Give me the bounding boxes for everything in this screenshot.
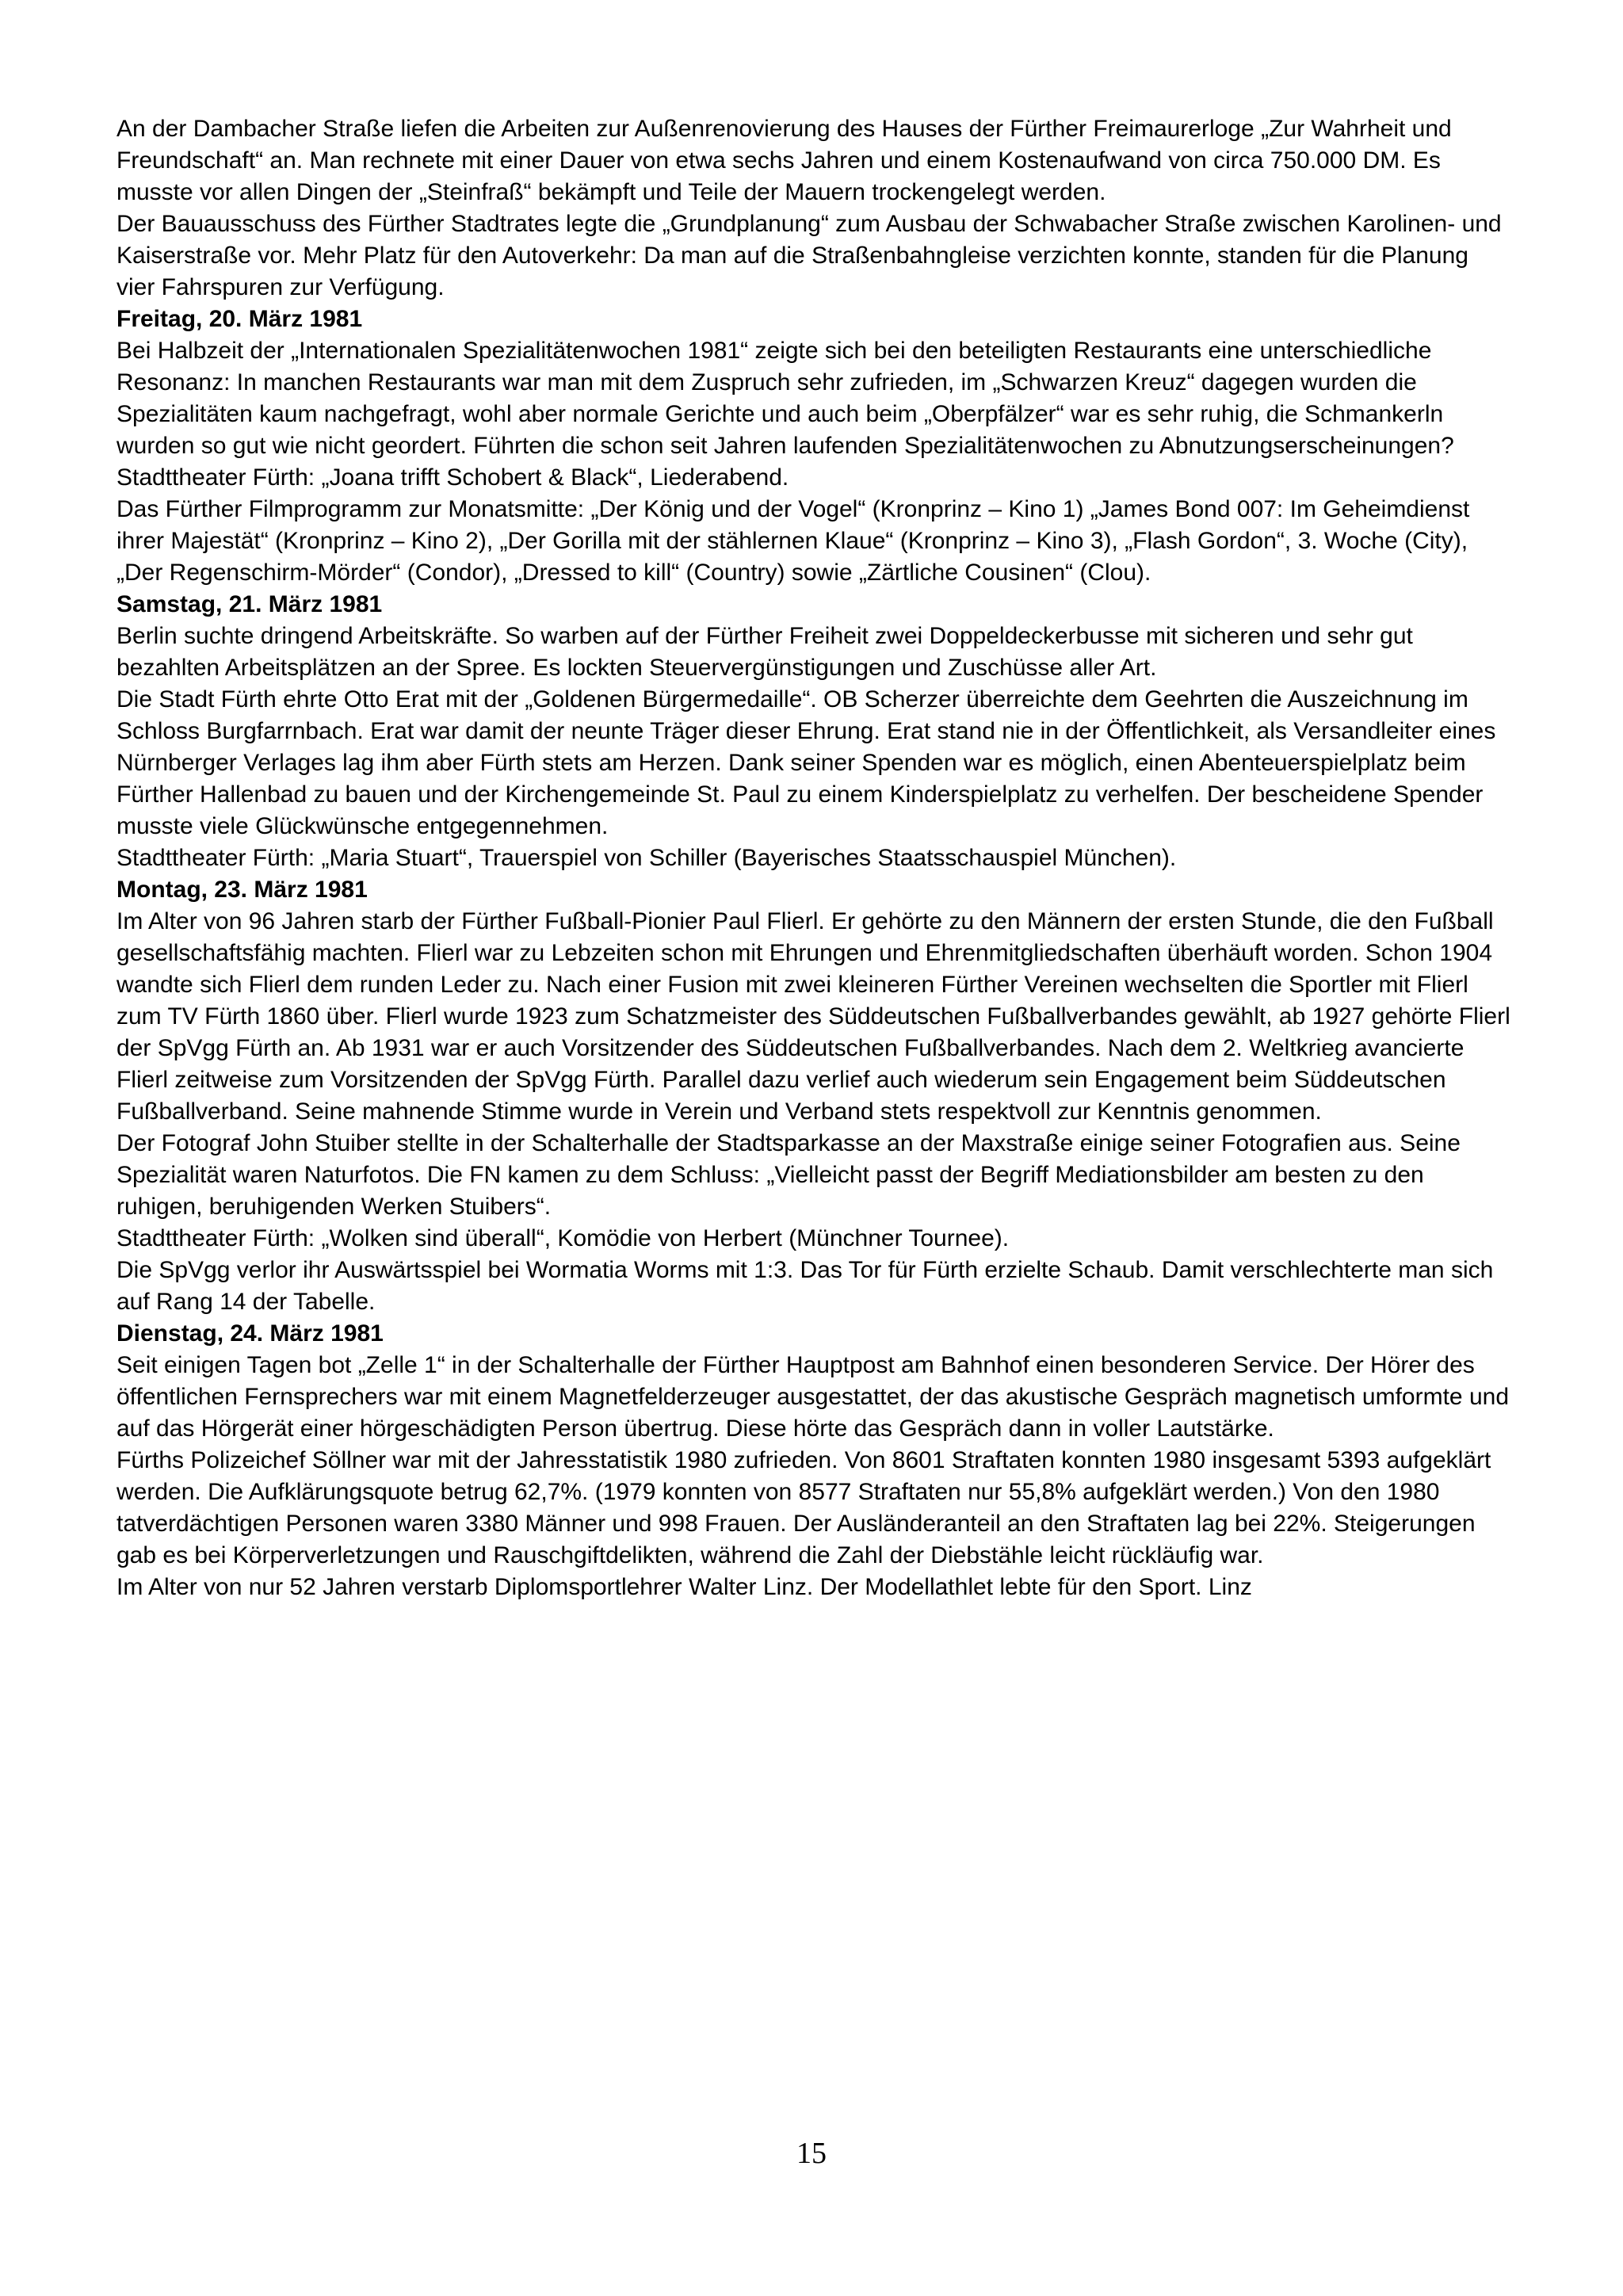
paragraph: Seit einigen Tagen bot „Zelle 1“ in der Schalterhalle der Fürther Hauptpost am Bahnhof einen besonderen Service. Der Hörer des öffentlichen Fernsprechers war mit einem Magnetfelderzeuger ausgestattet, der das akustische Gespräch magnetisch umformte und auf das Hörgerät einer hörgeschädigten Person übertrug. Diese hörte das Gespräch dann in voller Lautstärke. xyxy=(116,1352,1510,1442)
day-heading: Dienstag, 24. März 1981 xyxy=(116,1320,384,1347)
paragraph: Bei Halbzeit der „Internationalen Spezialitätenwochen 1981“ zeigte sich bei den beteiligten Restaurants eine unterschiedliche Resonanz: In manchen Restaurants war man mit dem Zuspruch sehr zufrieden, im „Schwarzen Kreuz“ dagegen wurden die Spezialitäten kaum nachgefragt, wohl aber normale Gerichte und auch beim „Oberpfälzer“ war es sehr ruhig, die Schmankerln wurden so gut wie nicht geordert. Führten die schon seit Jahren laufenden Spezialitätenwochen zu Abnutzungserscheinungen? xyxy=(116,338,1454,459)
paragraph: Das Fürther Filmprogramm zur Monatsmitte: „Der König und der Vogel“ (Kronprinz – Kino 1) „James Bond 007: Im Geheimdienst ihrer Majestät“ (Kronprinz – Kino 2), „Der Gorilla mit der stählernen Klaue“ (Kronprinz – Kino 3), „Flash Gordon“, 3. Woche (City), „Der Regenschirm-Mörder“ (Condor), „Dressed to kill“ (Country) sowie „Zärtliche Cousinen“ (Clou). xyxy=(116,496,1470,586)
day-heading: Samstag, 21. März 1981 xyxy=(116,591,383,617)
paragraph: Die SpVgg verlor ihr Auswärtsspiel bei Wormatia Worms mit 1:3. Das Tor für Fürth erzielte Schaub. Damit verschlechterte man sich auf Rang 14 der Tabelle. xyxy=(116,1257,1494,1315)
paragraph: Stadttheater Fürth: „Wolken sind überall“, Komödie von Herbert (Münchner Tournee). xyxy=(116,1225,1010,1251)
page-number: 15 xyxy=(796,2137,827,2170)
paragraph: Im Alter von 96 Jahren starb der Fürther Fußball-Pionier Paul Flierl. Er gehörte zu den Männern der ersten Stunde, die den Fußball gesellschaftsfähig machten. Flierl war zu Lebzeiten schon mit Ehrungen und Ehrenmitgliedschaften überhäuft worden. Schon 1904 wandte sich Flierl dem runden Leder zu. Nach einer Fusion mit zwei kleineren Fürther Vereinen wechselten die Sportler mit Flierl zum TV Fürth 1860 über. Flierl wurde 1923 zum Schatzmeister des Süddeutschen Fußballverbandes gewählt, ab 1927 gehörte Flierl der SpVgg Fürth an. Ab 1931 war er auch Vorsitzender des Süddeutschen Fußballverbandes. Nach dem 2. Weltkrieg avancierte Flierl zeitweise zum Vorsitzenden der SpVgg Fürth. Parallel dazu verlief auch wiederum sein Engagement beim Süddeutschen Fußballverband. Seine mahnende Stimme wurde in Verein und Verband stets respektvoll zur Kenntnis genommen. xyxy=(116,908,1510,1125)
day-heading: Freitag, 20. März 1981 xyxy=(116,306,363,332)
page-content xyxy=(116,113,1511,1603)
paragraph: Fürths Polizeichef Söllner war mit der Jahresstatistik 1980 zufrieden. Von 8601 Straftaten konnten 1980 insgesamt 5393 aufgeklärt werden. Die Aufklärungsquote betrug 62,7%. (1979 konnten von 8577 Straftaten nur 55,8% aufgeklärt werden.) Von den 1980 tatverdächtigen Personen waren 3380 Männer und 998 Frauen. Der Ausländeranteil an den Straftaten lag bei 22%. Steigerungen gab es bei Körperverletzungen und Rauschgiftdelikten, während die Zahl der Diebstähle leicht rückläufig war. xyxy=(116,1447,1491,1568)
paragraph: An der Dambacher Straße liefen die Arbeiten zur Außenrenovierung des Hauses der Fürther Freimaurerloge „Zur Wahrheit und Freundschaft“ an. Man rechnete mit einer Dauer von etwa sechs Jahren und einem Kostenaufwand von circa 750.000 DM. Es musste vor allen Dingen der „Steinfraß“ bekämpft und Teile der Mauern trockengelegt werden. xyxy=(116,116,1452,205)
paragraph: Die Stadt Fürth ehrte Otto Erat mit der „Goldenen Bürgermedaille“. OB Scherzer überreichte dem Geehrten die Auszeichnung im Schloss Burgfarrnbach. Erat war damit der neunte Träger dieser Ehrung. Erat stand nie in der Öffentlichkeit, als Versandleiter eines Nürnberger Verlages lag ihm aber Fürth stets am Herzen. Dank seiner Spenden war es möglich, einen Abenteuerspielplatz beim Fürther Hallenbad zu bauen und der Kirchengemeinde St. Paul zu einem Kinderspielplatz zu verhelfen. Der bescheidene Spender musste viele Glückwünsche entgegennehmen. xyxy=(116,686,1496,839)
day-heading: Montag, 23. März 1981 xyxy=(116,877,368,903)
paragraph: Im Alter von nur 52 Jahren verstarb Diplomsportlehrer Walter Linz. Der Modellathlet lebte für den Sport. Linz xyxy=(116,1574,1252,1600)
paragraph: Der Bauausschuss des Fürther Stadtrates legte die „Grundplanung“ zum Ausbau der Schwabacher Straße zwischen Karolinen- und Kaiserstraße vor. Mehr Platz für den Autoverkehr: Da man auf die Straßenbahngleise verzichten konnte, standen für die Planung vier Fahrspuren zur Verfügung. xyxy=(116,211,1502,300)
paragraph: Stadttheater Fürth: „Maria Stuart“, Trauerspiel von Schiller (Bayerisches Staatsschauspiel München). xyxy=(116,845,1177,871)
paragraph: Der Fotograf John Stuiber stellte in der Schalterhalle der Stadtsparkasse an der Maxstraße einige seiner Fotografien aus. Seine Spezialität waren Naturfotos. Die FN kamen zu dem Schluss: „Vielleicht passt der Begriff Mediationsbilder am besten zu den ruhigen, beruhigenden Werken Stuibers“. xyxy=(116,1130,1461,1220)
paragraph: Berlin suchte dringend Arbeitskräfte. So warben auf der Fürther Freiheit zwei Doppeldeckerbusse mit sicheren und sehr gut bezahlten Arbeitsplätzen an der Spree. Es lockten Steuervergünstigungen und Zuschüsse aller Art. xyxy=(116,623,1413,681)
paragraph: Stadttheater Fürth: „Joana trifft Schobert & Black“, Liederabend. xyxy=(116,464,789,491)
